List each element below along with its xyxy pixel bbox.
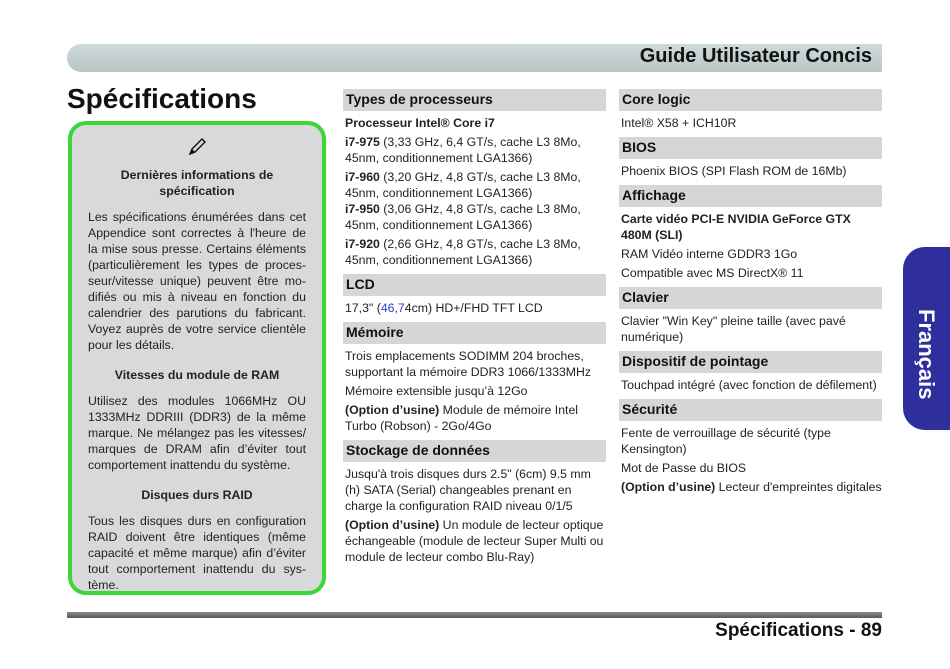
security-option: (Option d’usine) Lecteur d'empreintes digitales — [621, 480, 882, 494]
footer-bar — [67, 612, 882, 618]
storage-option: (Option d’usine) Un module de lecteur optique échangeable (module de lecteur Super Multi ou module de lecteur combo Blu-Ray) — [345, 518, 604, 564]
processor-subtitle: Processeur Intel® Core i7 — [345, 116, 495, 130]
language-tab-label: Français — [914, 309, 939, 400]
right-column — [619, 89, 882, 498]
display-line2: Compatible avec MS DirectX® 11 — [621, 266, 804, 280]
note-heading-raid: Disques durs RAID — [141, 488, 253, 502]
display-line1: RAM Vidéo interne GDDR3 1Go — [621, 247, 798, 261]
bios-text: Phoenix BIOS (SPI Flash ROM de 16Mb) — [621, 164, 847, 178]
section-display-title: Affichage — [619, 185, 882, 207]
note-box — [68, 121, 326, 595]
header-title: Guide Utilisateur Concis — [639, 45, 872, 67]
memory-option: (Option d’usine) Module de mémoire Intel Turbo (Robson) - 2Go/4Go — [345, 403, 579, 433]
footer-page-label: Spécifications - 89 — [715, 620, 882, 641]
page-title: Spécifications — [67, 83, 257, 114]
memory-line2: Mémoire extensible jusqu’à 12Go — [345, 384, 528, 398]
note-heading-specs: Dernières informations de spécification — [120, 168, 274, 198]
security-line1: Fente de verrouillage de sécurité (type Kensington) — [621, 426, 831, 456]
section-processor-title: Types de processeurs — [343, 89, 606, 111]
section-bios-title: BIOS — [619, 137, 882, 159]
section-keyboard-title: Clavier — [619, 287, 882, 309]
pointing-text: Touchpad intégré (avec fonction de défilement) — [621, 378, 877, 392]
processor-item: i7-975 (3,33 GHz, 6,4 GT/s, cache L3 8Mo, 45nm, conditionnement LGA1366) — [345, 135, 581, 165]
storage-line1: Jusqu'à trois disques durs 2.5" (6cm) 9.5 mm (h) SATA (Serial) changeables prenant en charge la configuration RAID niveau 0/1/5 — [345, 467, 591, 513]
processor-item: i7-960 (3,20 GHz, 4,8 GT/s, cache L3 8Mo, 45nm, conditionnement LGA1366) — [345, 170, 581, 200]
processor-item: i7-920 (2,66 GHz, 4,8 GT/s, cache L3 8Mo, 45nm, conditionnement LGA1366) — [345, 237, 581, 267]
section-lcd-title: LCD — [343, 274, 606, 296]
lcd-text: 17,3" (46,74cm) HD+/FHD TFT LCD — [345, 301, 543, 315]
processor-item: i7-950 (3,06 GHz, 4,8 GT/s, cache L3 8Mo, 45nm, conditionnement LGA1366) — [345, 202, 581, 232]
keyboard-text: Clavier "Win Key" pleine taille (avec pavé numérique) — [621, 314, 846, 344]
section-core-logic-title: Core logic — [619, 89, 882, 111]
security-line2: Mot de Passe du BIOS — [621, 461, 747, 475]
note-heading-ram: Vitesses du module de RAM — [114, 368, 280, 382]
note-text-ram: Utilisez des modules 1066MHz OU 1333MHz DDRIII (DDR3) de la même marque. Ne mélangez pas les vitesses/ marques de DRAM afin d’éviter tout comportement inattendu du système. — [88, 394, 306, 472]
display-subtitle: Carte vidéo PCI-E NVIDIA GeForce GTX 480M (SLI) — [621, 212, 851, 242]
section-storage-title: Stockage de données — [343, 440, 606, 462]
section-security-title: Sécurité — [619, 399, 882, 421]
section-memory-title: Mémoire — [343, 322, 606, 344]
note-text-raid: Tous les disques durs en configuration RAID doivent être identiques (même capacité et même marque) afin d’éviter tout comportement inattendu du sys-tème. — [88, 514, 306, 592]
pen-icon — [187, 137, 207, 157]
section-pointing-title: Dispositif de pointage — [619, 351, 882, 373]
note-text-specs: Les spécifications énumérées dans cet Appendice sont correctes à l'heure de la mise sous presse. Certains éléments (particulièrement les types de proces-seur/vitesse unique) peuvent être mo-difiés ou mis à niveau en fonction du calendrier des parutions du fabricant. Voyez auprès de votre service clientèle pour les détails. — [88, 210, 306, 352]
middle-column — [343, 89, 606, 568]
memory-line1: Trois emplacements SODIMM 204 broches, supportant la mémoire DDR3 1066/1333MHz — [345, 349, 592, 379]
core-logic-text: Intel® X58 + ICH10R — [621, 116, 737, 130]
